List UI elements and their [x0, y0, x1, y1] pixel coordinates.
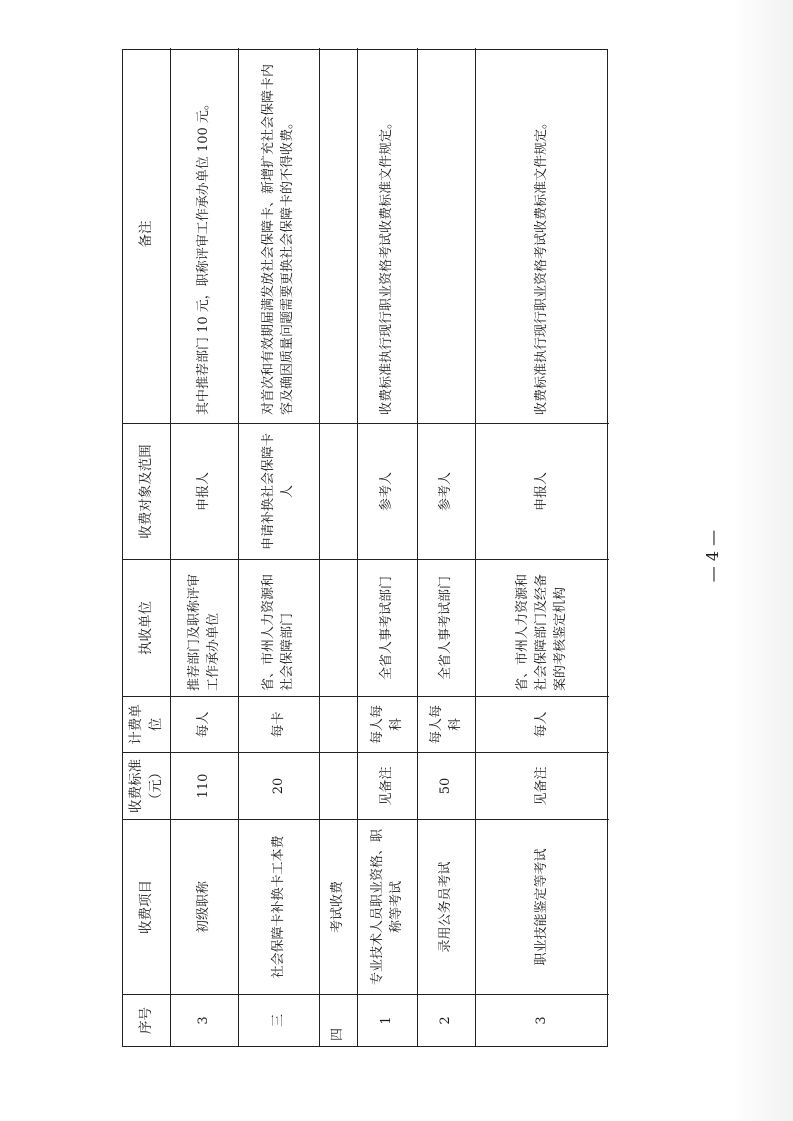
cell-collector	[320, 559, 357, 696]
cell-note: 其中推荐部门 10 元，职称评审工作承办单位 100 元。	[196, 97, 212, 415]
table-row	[239, 48, 320, 1046]
cell-unit: 每人每科	[358, 696, 417, 752]
cell-target	[320, 423, 357, 559]
cell-seq: 3	[476, 994, 609, 1046]
cell-collector: 推荐部门及职称评审工作承办单位	[171, 559, 238, 696]
cell-item: 职业技能鉴定等考试	[476, 819, 609, 994]
cell-item: 社会保障卡补换卡工本费	[239, 819, 319, 994]
table-grid	[122, 49, 608, 1047]
cell-seq: 四	[320, 994, 357, 1046]
cell-collector: 省、市州人力资源和社会保障部门	[239, 559, 319, 696]
cell-note: 对首次和有效期届满发放社会保障卡、新增扩充社会保障卡内容及确因质量问题需要更换社会保障卡的不得收费。	[261, 63, 295, 415]
header-note: 备注	[137, 220, 154, 248]
header-seq: 序号	[123, 994, 170, 1046]
cell-note	[418, 48, 475, 423]
cell-standard: 见备注	[358, 752, 417, 819]
cell-note: 收费标准执行现行职业资格考试收费标准文件规定。	[534, 115, 550, 415]
cell-seq: 3	[171, 994, 238, 1046]
cell-standard: 110	[171, 752, 238, 819]
cell-standard: 见备注	[476, 752, 609, 819]
cell-unit	[320, 696, 357, 752]
table-header-row	[123, 48, 171, 1046]
page-number-text: — 4 —	[703, 529, 722, 583]
cell-unit: 每卡	[239, 696, 319, 752]
header-item: 收费项目	[123, 819, 170, 994]
cell-target: 参考人	[418, 423, 475, 559]
cell-unit: 每人	[171, 696, 238, 752]
cell-item: 初级职称	[171, 819, 238, 994]
page-number	[693, 516, 733, 596]
page-edge-shadow	[733, 0, 793, 1121]
cell-seq: 1	[358, 994, 417, 1046]
cell-standard	[320, 752, 357, 819]
cell-unit: 每人	[476, 696, 609, 752]
cell-target: 申请补换社会保障卡人	[239, 423, 319, 559]
cell-collector: 全省人事考试部门	[418, 559, 475, 696]
header-target: 收费对象及范围	[123, 423, 170, 559]
table-row	[418, 48, 476, 1046]
cell-note	[320, 48, 357, 423]
cell-collector: 省、市州人力资源和社会保障部门及经备案的考核鉴定机构	[476, 559, 609, 696]
cell-target: 参考人	[358, 423, 417, 559]
cell-collector: 全省人事考试部门	[358, 559, 417, 696]
cell-target: 申报人	[171, 423, 238, 559]
header-collector: 执收单位	[123, 559, 170, 696]
table-row	[476, 48, 609, 1046]
table-row	[320, 48, 358, 1046]
table-row	[171, 48, 239, 1046]
fee-table	[122, 49, 608, 1047]
cell-target: 申报人	[476, 423, 609, 559]
cell-standard: 20	[239, 752, 319, 819]
cell-seq: 2	[418, 994, 475, 1046]
cell-item: 专业技术人员职业资格、职称等考试	[358, 819, 417, 994]
cell-seq: 三	[239, 994, 319, 1046]
table-row	[358, 48, 418, 1046]
header-standard: 收费标准（元）	[123, 752, 170, 819]
cell-unit: 每人每科	[418, 696, 475, 752]
header-unit: 计费单位	[123, 696, 170, 752]
cell-item: 录用公务员考试	[418, 819, 475, 994]
cell-item: 考试收费	[320, 819, 357, 994]
cell-note: 收费标准执行现行职业资格考试收费标准文件规定。	[379, 115, 395, 415]
cell-standard: 50	[418, 752, 475, 819]
